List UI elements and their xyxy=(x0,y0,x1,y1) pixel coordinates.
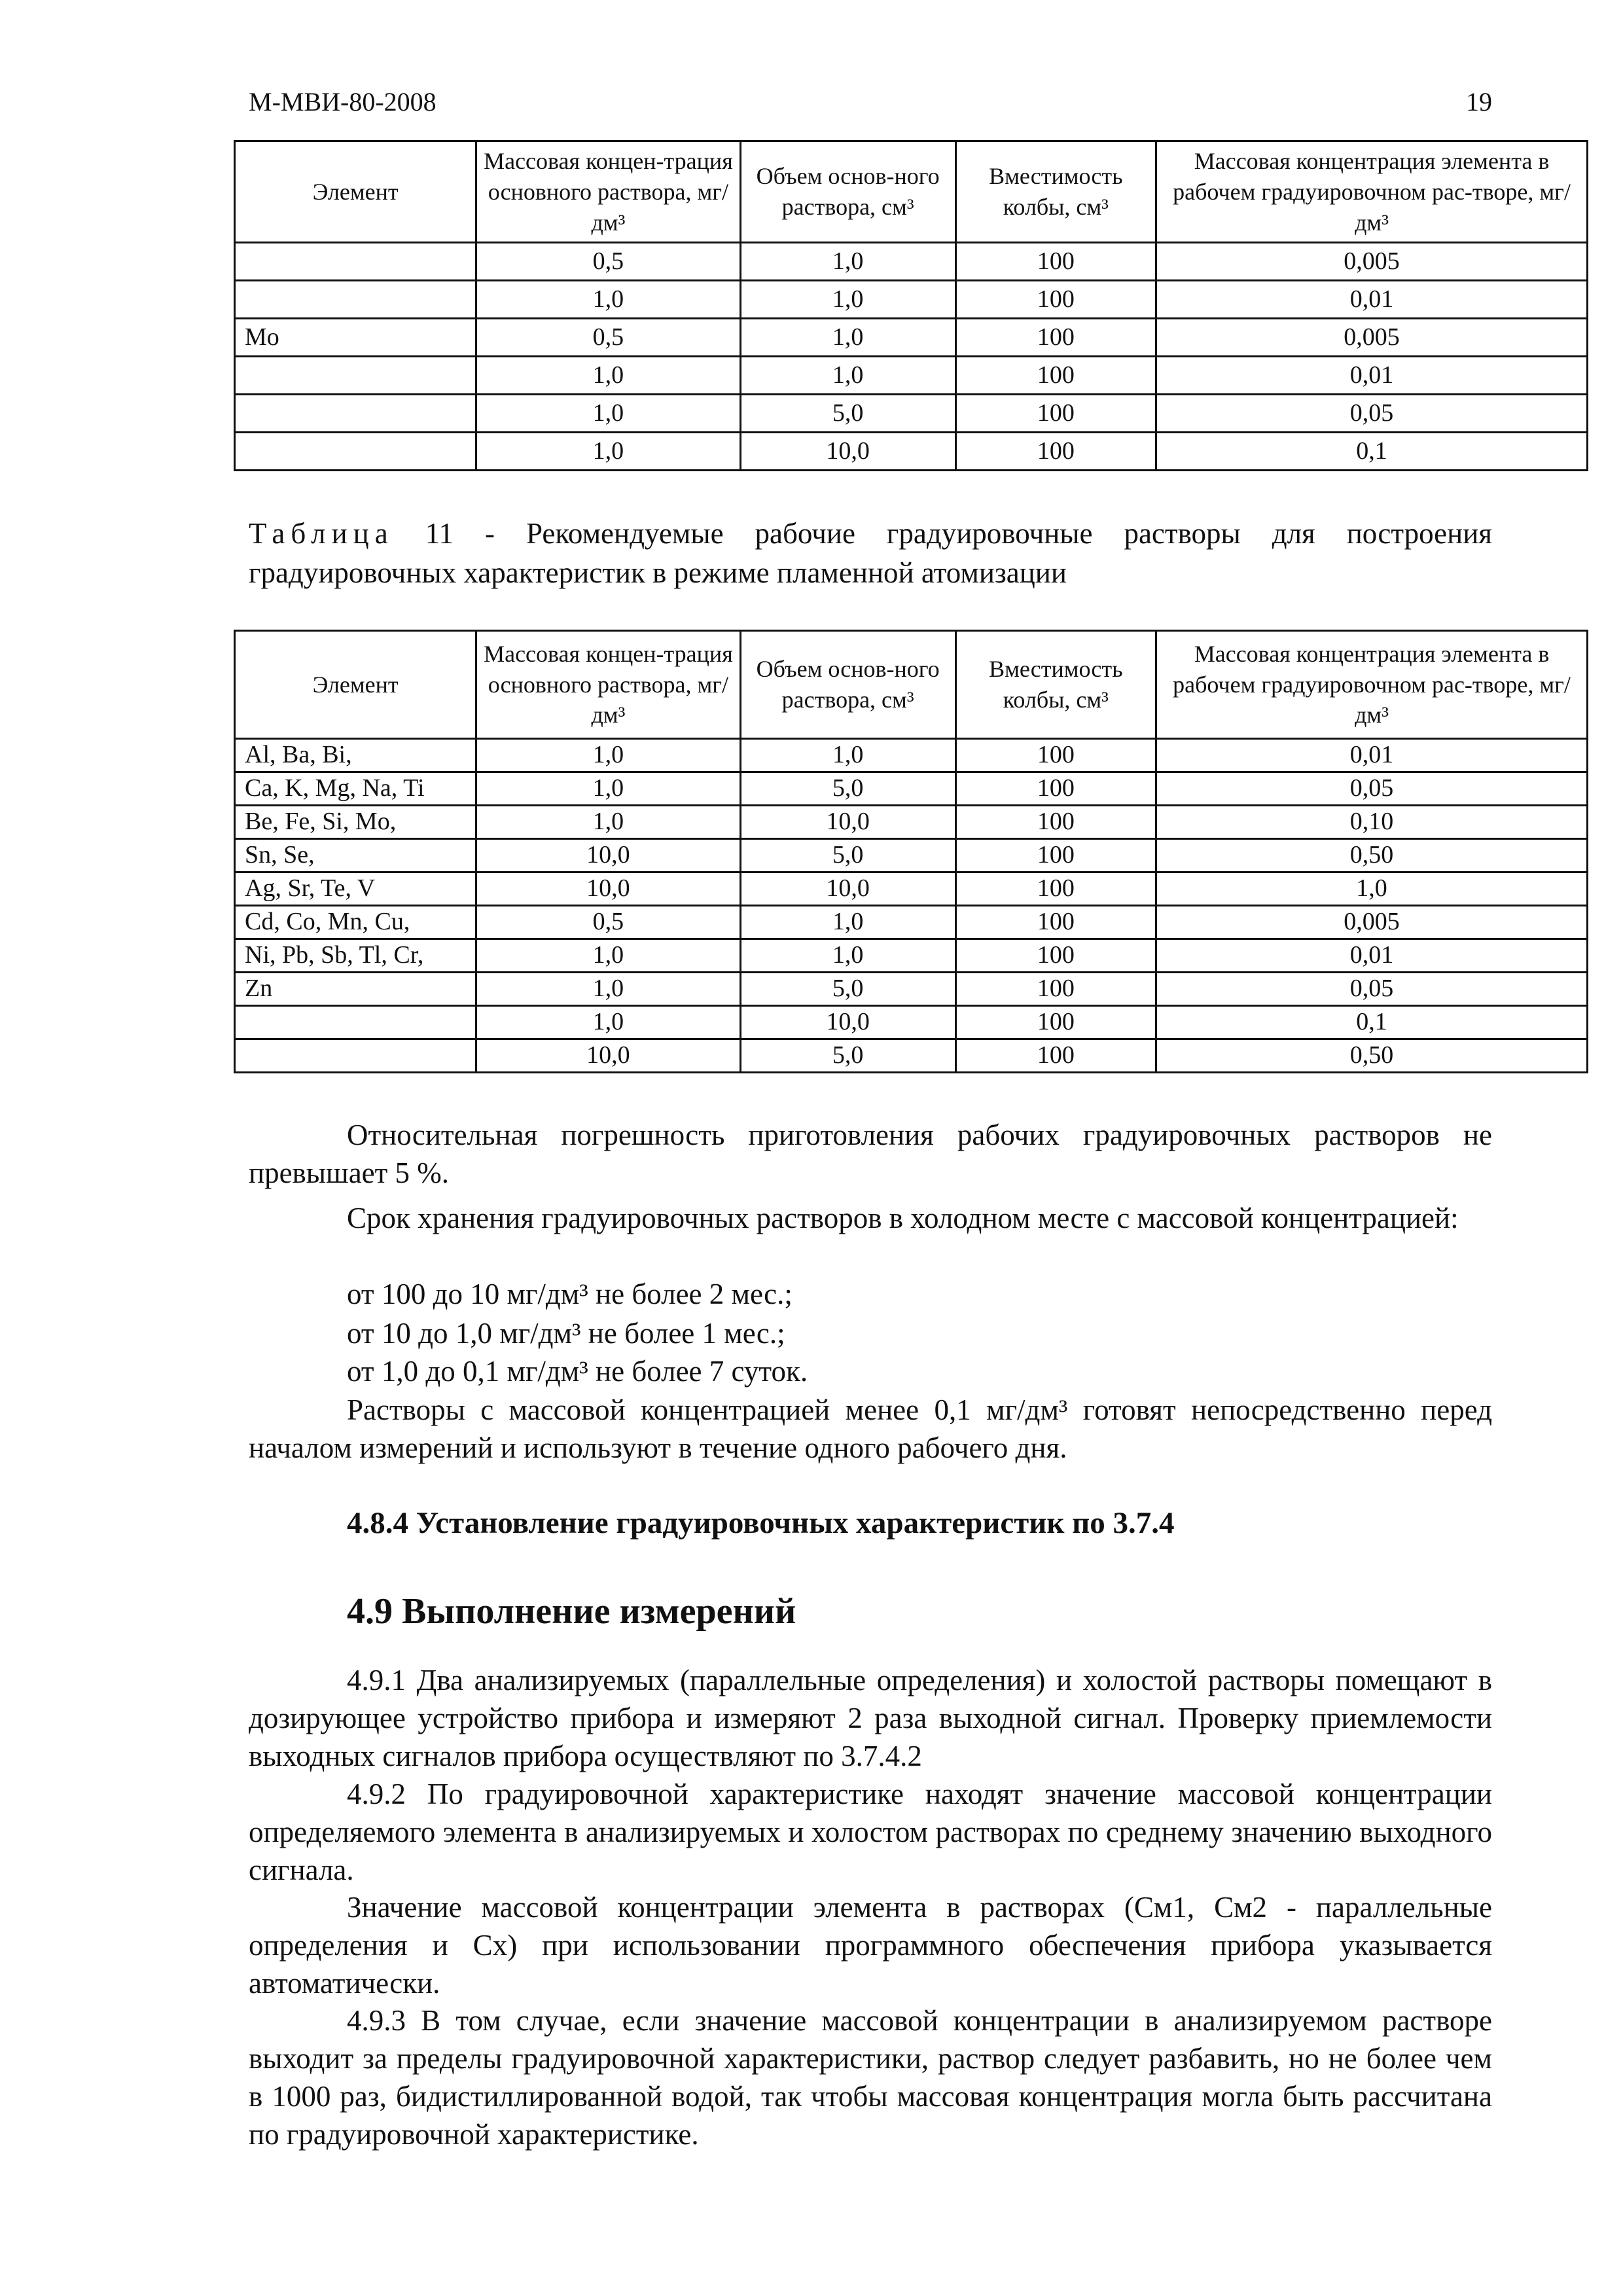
value-cell: 100 xyxy=(955,1006,1156,1039)
value-cell: 5,0 xyxy=(740,1039,955,1073)
page-header xyxy=(249,86,1492,119)
table-row xyxy=(235,433,1588,471)
value-cell: 0,5 xyxy=(476,319,741,357)
value-cell: 0,05 xyxy=(1156,772,1588,806)
value-cell: 100 xyxy=(955,739,1156,772)
value-cell: 100 xyxy=(955,939,1156,973)
value-cell: 1,0 xyxy=(476,357,741,395)
table-header-row xyxy=(235,631,1588,739)
value-cell: 0,01 xyxy=(1156,939,1588,973)
table-body xyxy=(235,739,1588,1073)
table-body xyxy=(235,243,1588,471)
value-cell: 0,10 xyxy=(1156,806,1588,839)
value-cell: 0,5 xyxy=(476,243,741,281)
value-cell: 1,0 xyxy=(476,806,741,839)
table-row xyxy=(235,939,1588,973)
column-header: Массовая концентрация элемента в рабочем градуировочном рас-творе, мг/дм³ xyxy=(1156,141,1588,243)
paragraph-4-9-1: 4.9.1 Два анализируемых (параллельные определения) и холостой растворы помещают в дозирующее устройство прибора и измеряют 2 раза выходной сигнал. Проверку приемлемости выходных сигналов прибора осуществляют по 3.7.4.2 xyxy=(249,1664,1492,1772)
element-cell: Be, Fe, Si, Mo, xyxy=(235,806,476,839)
value-cell: 1,0 xyxy=(476,1006,741,1039)
value-cell: 1,0 xyxy=(740,739,955,772)
table-row xyxy=(235,806,1588,839)
value-cell: 1,0 xyxy=(740,243,955,281)
value-cell: 100 xyxy=(955,281,1156,319)
value-cell: 0,1 xyxy=(1156,1006,1588,1039)
value-cell: 1,0 xyxy=(740,281,955,319)
element-cell: Zn xyxy=(235,973,476,1006)
table-row xyxy=(235,281,1588,319)
value-cell: 0,5 xyxy=(476,906,741,939)
table-caption xyxy=(249,514,1492,592)
value-cell: 0,005 xyxy=(1156,906,1588,939)
value-cell: 0,50 xyxy=(1156,1039,1588,1073)
table-row xyxy=(235,839,1588,872)
paragraph-low-concentration: Растворы с массовой концентрацией менее 0,1 мг/дм³ готовят непосредственно перед началом измерений и используют в течение одного рабочего дня. xyxy=(249,1393,1492,1464)
value-cell: 0,01 xyxy=(1156,739,1588,772)
value-cell: 1,0 xyxy=(476,939,741,973)
storage-item: от 1,0 до 0,1 мг/дм³ не более 7 суток. xyxy=(347,1355,808,1388)
table-top xyxy=(234,140,1588,471)
value-cell: 10,0 xyxy=(740,433,955,471)
caption-text: - Рекомендуемые рабочие градуировочные растворы для построения градуировочных характеристик в режиме пламенной атомизации xyxy=(249,517,1492,589)
storage-item: от 100 до 10 мг/дм³ не более 2 мес.; xyxy=(347,1278,793,1310)
element-cell: Ni, Pb, Sb, Tl, Cr, xyxy=(235,939,476,973)
element-cell xyxy=(235,395,476,433)
value-cell: 0,1 xyxy=(1156,433,1588,471)
value-cell: 0,01 xyxy=(1156,357,1588,395)
column-header: Элемент xyxy=(235,141,476,243)
value-cell: 10,0 xyxy=(740,1006,955,1039)
value-cell: 10,0 xyxy=(740,806,955,839)
value-cell: 1,0 xyxy=(476,739,741,772)
value-cell: 100 xyxy=(955,319,1156,357)
value-cell: 100 xyxy=(955,973,1156,1006)
column-header: Массовая концентрация элемента в рабочем градуировочном рас-творе, мг/дм³ xyxy=(1156,631,1588,739)
value-cell: 1,0 xyxy=(1156,872,1588,906)
value-cell: 1,0 xyxy=(476,433,741,471)
column-header: Вместимость колбы, см³ xyxy=(955,141,1156,243)
element-cell: Ag, Sr, Te, V xyxy=(235,872,476,906)
column-header: Массовая концен-трация основного раствора, мг/дм³ xyxy=(476,631,741,739)
element-cell xyxy=(235,357,476,395)
value-cell: 5,0 xyxy=(740,973,955,1006)
value-cell: 1,0 xyxy=(476,973,741,1006)
value-cell: 0,005 xyxy=(1156,319,1588,357)
page-number: 19 xyxy=(1466,87,1492,117)
table-row xyxy=(235,906,1588,939)
value-cell: 1,0 xyxy=(740,906,955,939)
value-cell: 10,0 xyxy=(476,872,741,906)
table-row xyxy=(235,357,1588,395)
value-cell: 100 xyxy=(955,433,1156,471)
value-cell: 100 xyxy=(955,357,1156,395)
column-header: Элемент xyxy=(235,631,476,739)
paragraph-4-9-3: 4.9.3 В том случае, если значение массовой концентрации в анализируемом растворе выходит за пределы градуировочной характеристики, раствор следует разбавить, но не более чем в 1000 раз, бидистиллированной водой, так чтобы массовая концентрация могла быть рассчитана по градуировочной характеристике. xyxy=(249,2004,1492,2151)
table-row xyxy=(235,973,1588,1006)
value-cell: 0,005 xyxy=(1156,243,1588,281)
value-cell: 1,0 xyxy=(476,772,741,806)
column-header: Объем основ-ного раствора, см³ xyxy=(740,141,955,243)
value-cell: 100 xyxy=(955,806,1156,839)
section-heading-4-8-4: 4.8.4 Установление градуировочных характеристик по 3.7.4 xyxy=(347,1506,1175,1540)
table-header-row xyxy=(235,141,1588,243)
table-row xyxy=(235,319,1588,357)
value-cell: 5,0 xyxy=(740,395,955,433)
value-cell: 10,0 xyxy=(476,1039,741,1073)
section-heading-4-9: 4.9 Выполнение измерений xyxy=(347,1591,796,1632)
value-cell: 1,0 xyxy=(740,357,955,395)
paragraph-storage: Срок хранения градуировочных растворов в холодном месте с массовой концентрацией: xyxy=(347,1202,1459,1234)
table-row xyxy=(235,1039,1588,1073)
value-cell: 10,0 xyxy=(476,839,741,872)
value-cell: 100 xyxy=(955,906,1156,939)
value-cell: 0,01 xyxy=(1156,281,1588,319)
value-cell: 5,0 xyxy=(740,772,955,806)
value-cell: 0,50 xyxy=(1156,839,1588,872)
value-cell: 1,0 xyxy=(740,319,955,357)
element-cell: Mo xyxy=(235,319,476,357)
element-cell xyxy=(235,243,476,281)
element-cell xyxy=(235,1006,476,1039)
table-row xyxy=(235,872,1588,906)
element-cell: Sn, Se, xyxy=(235,839,476,872)
document-code: М-МВИ-80-2008 xyxy=(249,87,437,117)
element-cell: Cd, Co, Mn, Cu, xyxy=(235,906,476,939)
table-11 xyxy=(234,630,1588,1073)
table-row xyxy=(235,1006,1588,1039)
value-cell: 100 xyxy=(955,1039,1156,1073)
paragraph-accuracy: Относительная погрешность приготовления рабочих градуировочных растворов не превышает 5 %. xyxy=(249,1119,1492,1189)
value-cell: 100 xyxy=(955,243,1156,281)
table-row xyxy=(235,739,1588,772)
value-cell: 100 xyxy=(955,772,1156,806)
table-row xyxy=(235,395,1588,433)
caption-label: Таблица xyxy=(249,517,394,550)
column-header: Вместимость колбы, см³ xyxy=(955,631,1156,739)
value-cell: 1,0 xyxy=(476,395,741,433)
value-cell: 1,0 xyxy=(740,939,955,973)
element-cell: Al, Ba, Bi, xyxy=(235,739,476,772)
paragraph-4-9-2: 4.9.2 По градуировочной характеристике находят значение массовой концентрации определяемого элемента в анализируемых и холостом растворах по среднему значению выходного сигнала. xyxy=(249,1778,1492,1886)
column-header: Объем основ-ного раствора, см³ xyxy=(740,631,955,739)
column-header: Массовая концен-трация основного раствора, мг/дм³ xyxy=(476,141,741,243)
value-cell: 100 xyxy=(955,872,1156,906)
value-cell: 100 xyxy=(955,839,1156,872)
paragraph-concentration-auto: Значение массовой концентрации элемента в растворах (Cм1, Cм2 - параллельные определения и Cx) при использовании программного обеспечения прибора указывается автоматически. xyxy=(249,1891,1492,2000)
element-cell xyxy=(235,281,476,319)
value-cell: 1,0 xyxy=(476,281,741,319)
storage-item: от 10 до 1,0 мг/дм³ не более 1 мес.; xyxy=(347,1317,785,1350)
table-row xyxy=(235,772,1588,806)
element-cell: Ca, K, Mg, Na, Ti xyxy=(235,772,476,806)
element-cell xyxy=(235,433,476,471)
value-cell: 100 xyxy=(955,395,1156,433)
value-cell: 5,0 xyxy=(740,839,955,872)
table-row xyxy=(235,243,1588,281)
caption-number: 11 xyxy=(425,517,454,550)
value-cell: 0,05 xyxy=(1156,395,1588,433)
value-cell: 10,0 xyxy=(740,872,955,906)
element-cell xyxy=(235,1039,476,1073)
value-cell: 0,05 xyxy=(1156,973,1588,1006)
